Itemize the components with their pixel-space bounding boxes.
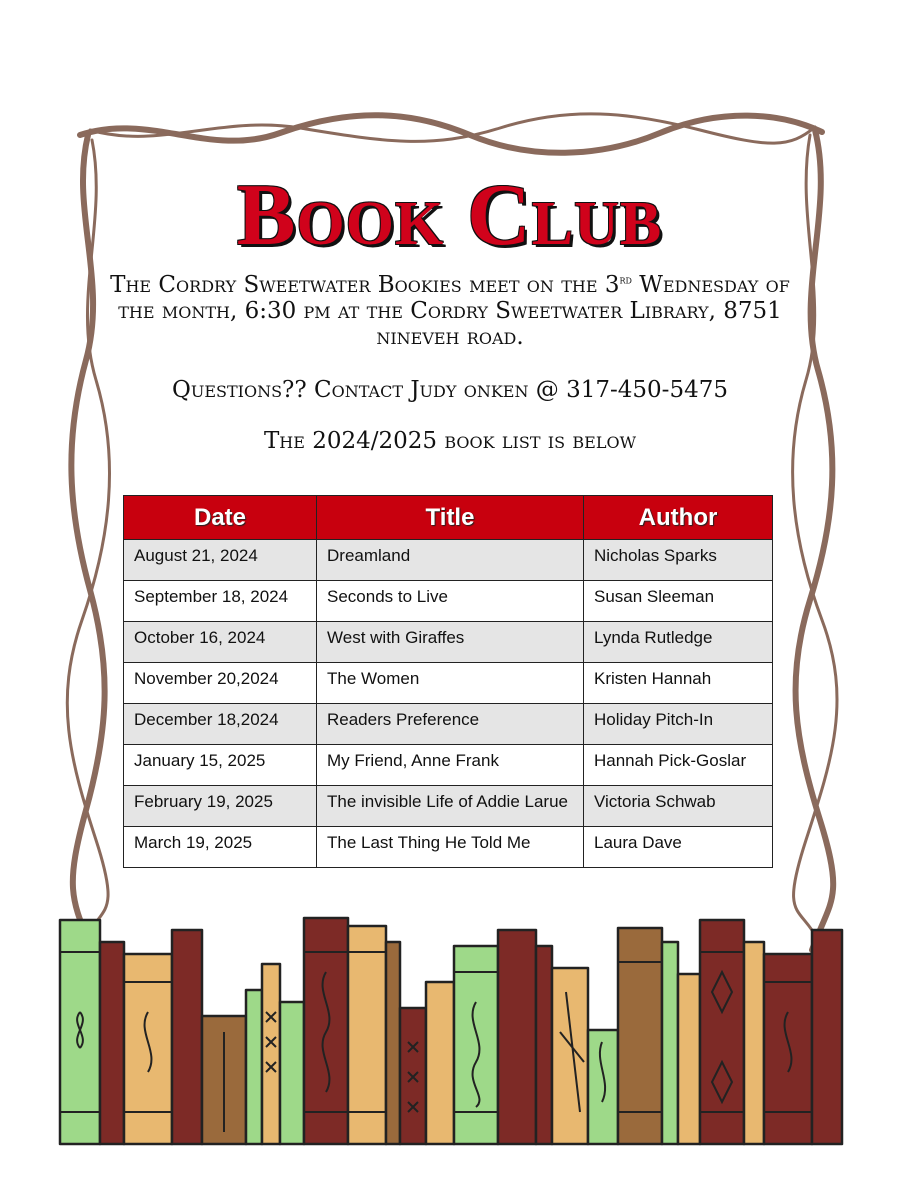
contact-info: Questions?? Contact Judy onken @ 317-450-5475 (172, 377, 728, 403)
row-author: Hannah Pick-Goslar (584, 745, 773, 786)
table-row (124, 745, 773, 786)
row-date: February 19, 2025 (124, 786, 317, 827)
row-date: August 21, 2024 (124, 540, 317, 581)
row-title: West with Giraffes (317, 622, 584, 663)
row-title: The invisible Life of Addie Larue (317, 786, 584, 827)
table-row (124, 827, 773, 868)
row-title: The Last Thing He Told Me (317, 827, 584, 868)
row-date: September 18, 2024 (124, 581, 317, 622)
row-date: March 19, 2025 (124, 827, 317, 868)
table-row (124, 663, 773, 704)
header-author: Author (584, 496, 773, 540)
row-title: Dreamland (317, 540, 584, 581)
meeting-info-end: Wednesday of the month, 6:30 pm at the Cordry Sweetwater Library, 8751 nineveh road. (118, 272, 790, 350)
table-row (124, 622, 773, 663)
header-title: Title (317, 496, 584, 540)
row-title: Seconds to Live (317, 581, 584, 622)
table-header-row (124, 496, 773, 540)
meeting-info (110, 272, 790, 350)
meeting-info-start: The Cordry Sweetwater Bookies meet on the 3 (110, 272, 620, 298)
book-list-table (123, 495, 773, 868)
row-author: Nicholas Sparks (584, 540, 773, 581)
table-row (124, 786, 773, 827)
row-title: Readers Preference (317, 704, 584, 745)
header-date: Date (124, 496, 317, 540)
row-author: Kristen Hannah (584, 663, 773, 704)
row-date: October 16, 2024 (124, 622, 317, 663)
row-author: Lynda Rutledge (584, 622, 773, 663)
row-date: November 20,2024 (124, 663, 317, 704)
table-row (124, 704, 773, 745)
row-author: Holiday Pitch-In (584, 704, 773, 745)
bookshelf-illustration (56, 912, 846, 1147)
row-title: The Women (317, 663, 584, 704)
row-author: Laura Dave (584, 827, 773, 868)
table-row (124, 581, 773, 622)
book-list-note: The 2024/2025 book list is below (263, 428, 637, 454)
table-row (124, 540, 773, 581)
row-author: Victoria Schwab (584, 786, 773, 827)
row-date: December 18,2024 (124, 704, 317, 745)
row-date: January 15, 2025 (124, 745, 317, 786)
row-title: My Friend, Anne Frank (317, 745, 584, 786)
ordinal-suffix: rd (619, 272, 632, 287)
page-title: Book Club (236, 167, 663, 264)
row-author: Susan Sleeman (584, 581, 773, 622)
